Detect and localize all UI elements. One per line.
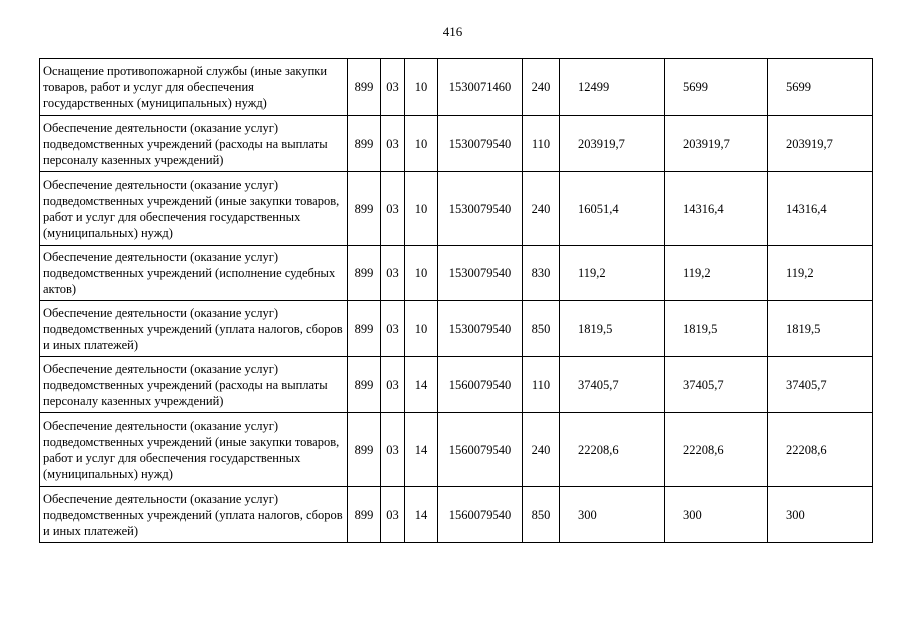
row-amount-year1: 119,2: [560, 246, 665, 301]
row-amount-year3: 14316,4: [768, 172, 873, 246]
table-row: [40, 487, 873, 543]
row-section-code: 03: [381, 357, 405, 413]
row-amount-year2: 119,2: [665, 246, 768, 301]
row-grbs-code: 899: [348, 116, 381, 172]
row-subsection-code: 14: [405, 357, 438, 413]
row-description: Обеспечение деятельности (оказание услуг) подведомственных учреждений (уплата налогов, сборов и иных платежей): [40, 301, 348, 357]
row-amount-year3: 300: [768, 487, 873, 543]
row-section-code: 03: [381, 172, 405, 246]
row-grbs-code: 899: [348, 172, 381, 246]
row-expense-type: 110: [523, 116, 560, 172]
row-amount-year2: 37405,7: [665, 357, 768, 413]
row-description: Обеспечение деятельности (оказание услуг) подведомственных учреждений (иные закупки товаров, работ и услуг для обеспечения государственных (муниципальных) нужд): [40, 172, 348, 246]
row-description: Обеспечение деятельности (оказание услуг) подведомственных учреждений (расходы на выплаты персоналу казенных учреждений): [40, 357, 348, 413]
row-grbs-code: 899: [348, 487, 381, 543]
row-amount-year2: 14316,4: [665, 172, 768, 246]
row-subsection-code: 10: [405, 59, 438, 116]
row-amount-year3: 37405,7: [768, 357, 873, 413]
row-section-code: 03: [381, 301, 405, 357]
row-expense-type: 240: [523, 413, 560, 487]
row-amount-year2: 1819,5: [665, 301, 768, 357]
table-row: [40, 357, 873, 413]
row-target-article: 1530079540: [438, 246, 523, 301]
row-section-code: 03: [381, 413, 405, 487]
table-row: [40, 413, 873, 487]
row-grbs-code: 899: [348, 301, 381, 357]
row-expense-type: 830: [523, 246, 560, 301]
row-target-article: 1560079540: [438, 413, 523, 487]
row-expense-type: 850: [523, 487, 560, 543]
row-subsection-code: 10: [405, 116, 438, 172]
row-grbs-code: 899: [348, 357, 381, 413]
row-description: Обеспечение деятельности (оказание услуг) подведомственных учреждений (исполнение судебных актов): [40, 246, 348, 301]
row-amount-year1: 22208,6: [560, 413, 665, 487]
row-target-article: 1530079540: [438, 172, 523, 246]
row-expense-type: 850: [523, 301, 560, 357]
row-amount-year1: 12499: [560, 59, 665, 116]
row-target-article: 1560079540: [438, 487, 523, 543]
row-amount-year2: 22208,6: [665, 413, 768, 487]
table-row: [40, 59, 873, 116]
row-subsection-code: 10: [405, 246, 438, 301]
row-section-code: 03: [381, 116, 405, 172]
row-amount-year3: 22208,6: [768, 413, 873, 487]
row-target-article: 1530079540: [438, 116, 523, 172]
table-row: [40, 172, 873, 246]
row-description: Обеспечение деятельности (оказание услуг) подведомственных учреждений (расходы на выплаты персоналу казенных учреждений): [40, 116, 348, 172]
row-description: Оснащение противопожарной службы (иные закупки товаров, работ и услуг для обеспечения государственных (муниципальных) нужд): [40, 59, 348, 116]
row-amount-year3: 1819,5: [768, 301, 873, 357]
row-subsection-code: 14: [405, 487, 438, 543]
row-amount-year2: 5699: [665, 59, 768, 116]
row-subsection-code: 10: [405, 301, 438, 357]
row-amount-year3: 203919,7: [768, 116, 873, 172]
row-expense-type: 240: [523, 172, 560, 246]
row-subsection-code: 14: [405, 413, 438, 487]
row-amount-year1: 16051,4: [560, 172, 665, 246]
row-target-article: 1530079540: [438, 301, 523, 357]
row-amount-year1: 203919,7: [560, 116, 665, 172]
row-amount-year1: 1819,5: [560, 301, 665, 357]
table-row: [40, 116, 873, 172]
table-body: [40, 59, 873, 543]
row-section-code: 03: [381, 246, 405, 301]
row-grbs-code: 899: [348, 59, 381, 116]
row-expense-type: 240: [523, 59, 560, 116]
row-description: Обеспечение деятельности (оказание услуг) подведомственных учреждений (уплата налогов, сборов и иных платежей): [40, 487, 348, 543]
row-grbs-code: 899: [348, 413, 381, 487]
row-section-code: 03: [381, 59, 405, 116]
row-description: Обеспечение деятельности (оказание услуг) подведомственных учреждений (иные закупки товаров, работ и услуг для обеспечения государственных (муниципальных) нужд): [40, 413, 348, 487]
row-amount-year2: 300: [665, 487, 768, 543]
table-row: [40, 246, 873, 301]
row-subsection-code: 10: [405, 172, 438, 246]
table-row: [40, 301, 873, 357]
row-amount-year2: 203919,7: [665, 116, 768, 172]
budget-table: [39, 58, 873, 543]
row-amount-year1: 300: [560, 487, 665, 543]
row-amount-year3: 5699: [768, 59, 873, 116]
row-amount-year1: 37405,7: [560, 357, 665, 413]
row-target-article: 1560079540: [438, 357, 523, 413]
row-target-article: 1530071460: [438, 59, 523, 116]
page-number: 416: [442, 24, 463, 39]
row-section-code: 03: [381, 487, 405, 543]
row-expense-type: 110: [523, 357, 560, 413]
row-grbs-code: 899: [348, 246, 381, 301]
row-amount-year3: 119,2: [768, 246, 873, 301]
